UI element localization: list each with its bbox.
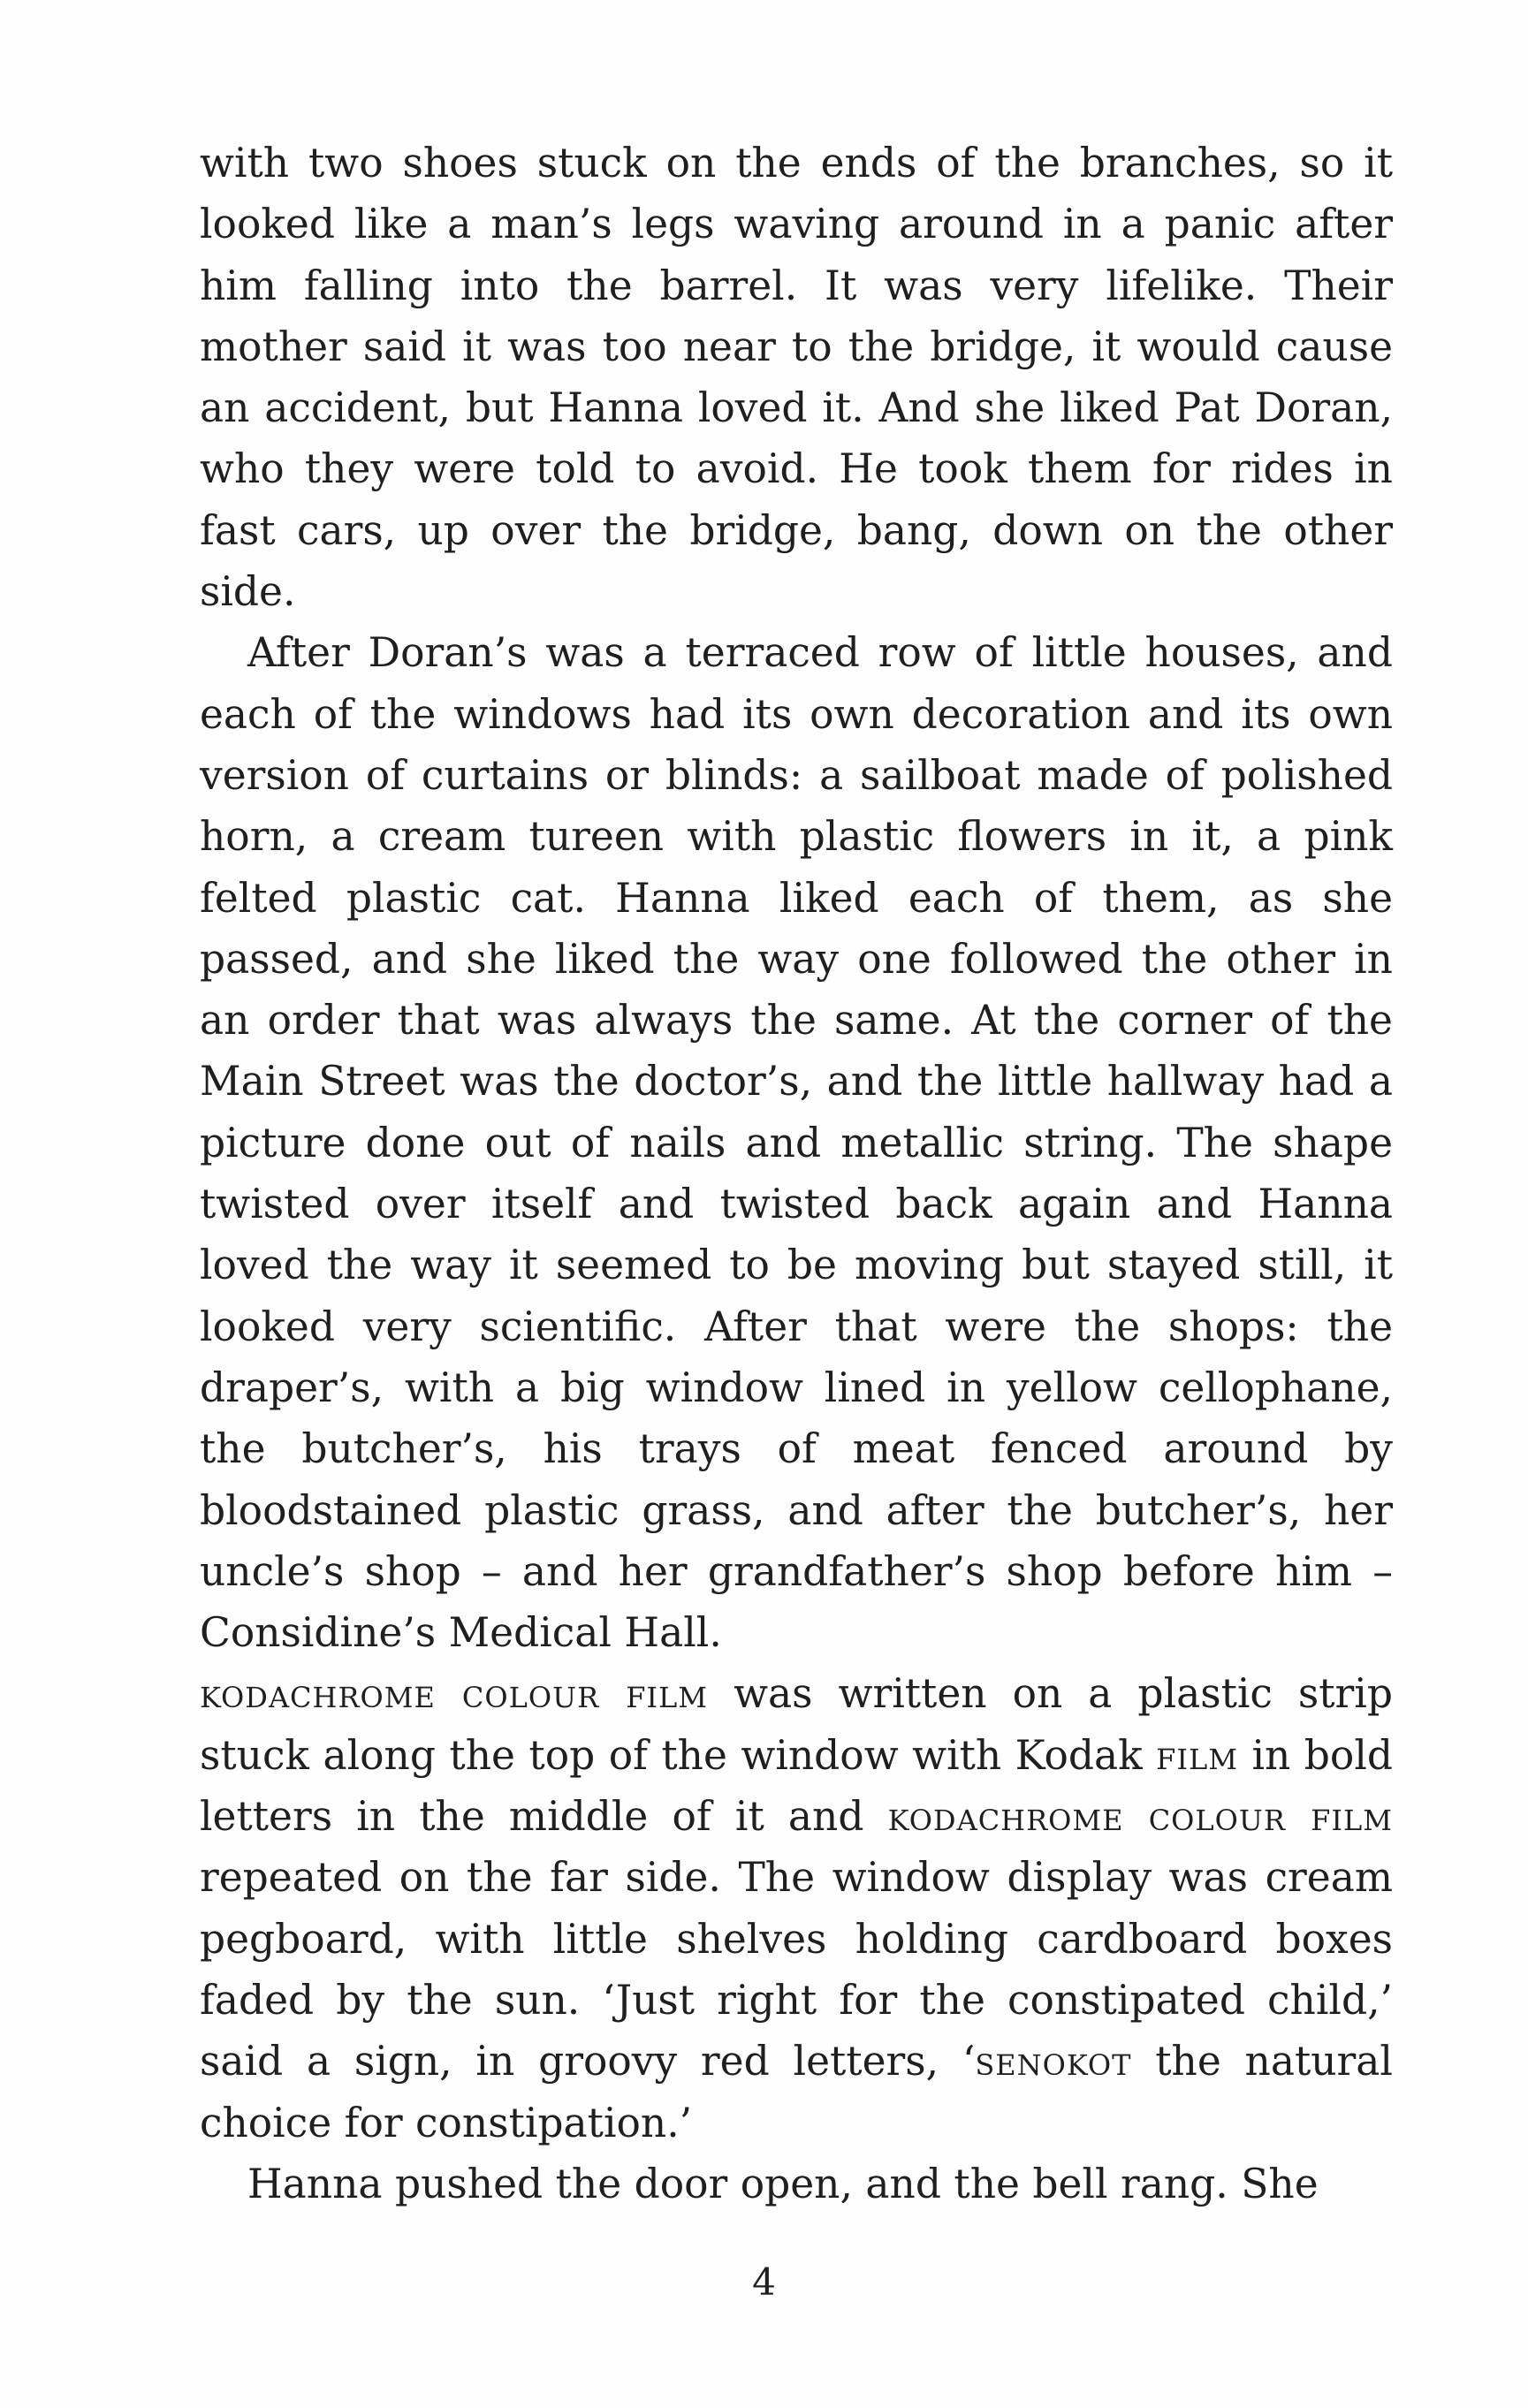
text-run: was written on a plastic strip stuck along the top of the window with Kodak	[200, 1670, 1393, 1779]
text-run: the natural choice for constipation.’	[200, 2038, 1393, 2146]
text-run: After Doran’s was a terraced row of little houses, and each of the windows had its own decoration and its own version of curtains or blinds: a sailboat made of polished horn, a cream tureen with plastic flowers in it, a pink felted plastic cat. Hanna liked each of them, as she passed, and she liked the way one followed the other in an order that was always the same. At the corner of the Main Street was the doctor’s, and the little hallway had a picture done out of nails and metallic string. The shape twisted over itself and twisted back again and Hanna loved the way it seemed to be moving but stayed still, it looked very scientific. After that were the shops: the draper’s, with a big window lined in yellow cellophane, the butcher’s, his trays of meat fenced around by bloodstained plastic grass, and after the butcher’s, her uncle’s shop – and her grandfather’s shop before him – Considine’s Medical Hall.	[200, 629, 1393, 1657]
paragraph	[200, 622, 1393, 1663]
small-caps-text: senokot	[975, 2038, 1132, 2085]
small-caps-text: film	[1156, 1731, 1238, 1779]
text-run: Hanna pushed the door open, and the bell rang. She	[247, 2160, 1319, 2207]
paragraph	[200, 1663, 1393, 2153]
small-caps-text: kodachrome colour film	[887, 1793, 1393, 1841]
paragraph	[200, 2154, 1393, 2214]
text-run: in bold letters in the middle of it and	[200, 1731, 1393, 1841]
page-number: 4	[752, 2260, 776, 2304]
text-run: with two shoes stuck on the ends of the branches, so it looked like a man’s legs waving around in a panic after him falling into the barrel. It was very lifelike. Their mother said it was too near to the bridge, it would cause an accident, but Hanna loved it. And she liked Pat Doran, who they were told to avoid. He took them for rides in fast cars, up over the bridge, bang, down on the other side.	[200, 140, 1393, 616]
body-text	[200, 133, 1393, 2214]
paragraph	[200, 133, 1393, 622]
text-run: repeated on the far side. The window display was cream pegboard, with little shelves holding cardboard boxes faded by the sun. ‘Just right for the constipated child,’ said a sign, in groovy red letters, ‘	[200, 1854, 1393, 2085]
small-caps-text: kodachrome colour film	[200, 1670, 709, 1718]
